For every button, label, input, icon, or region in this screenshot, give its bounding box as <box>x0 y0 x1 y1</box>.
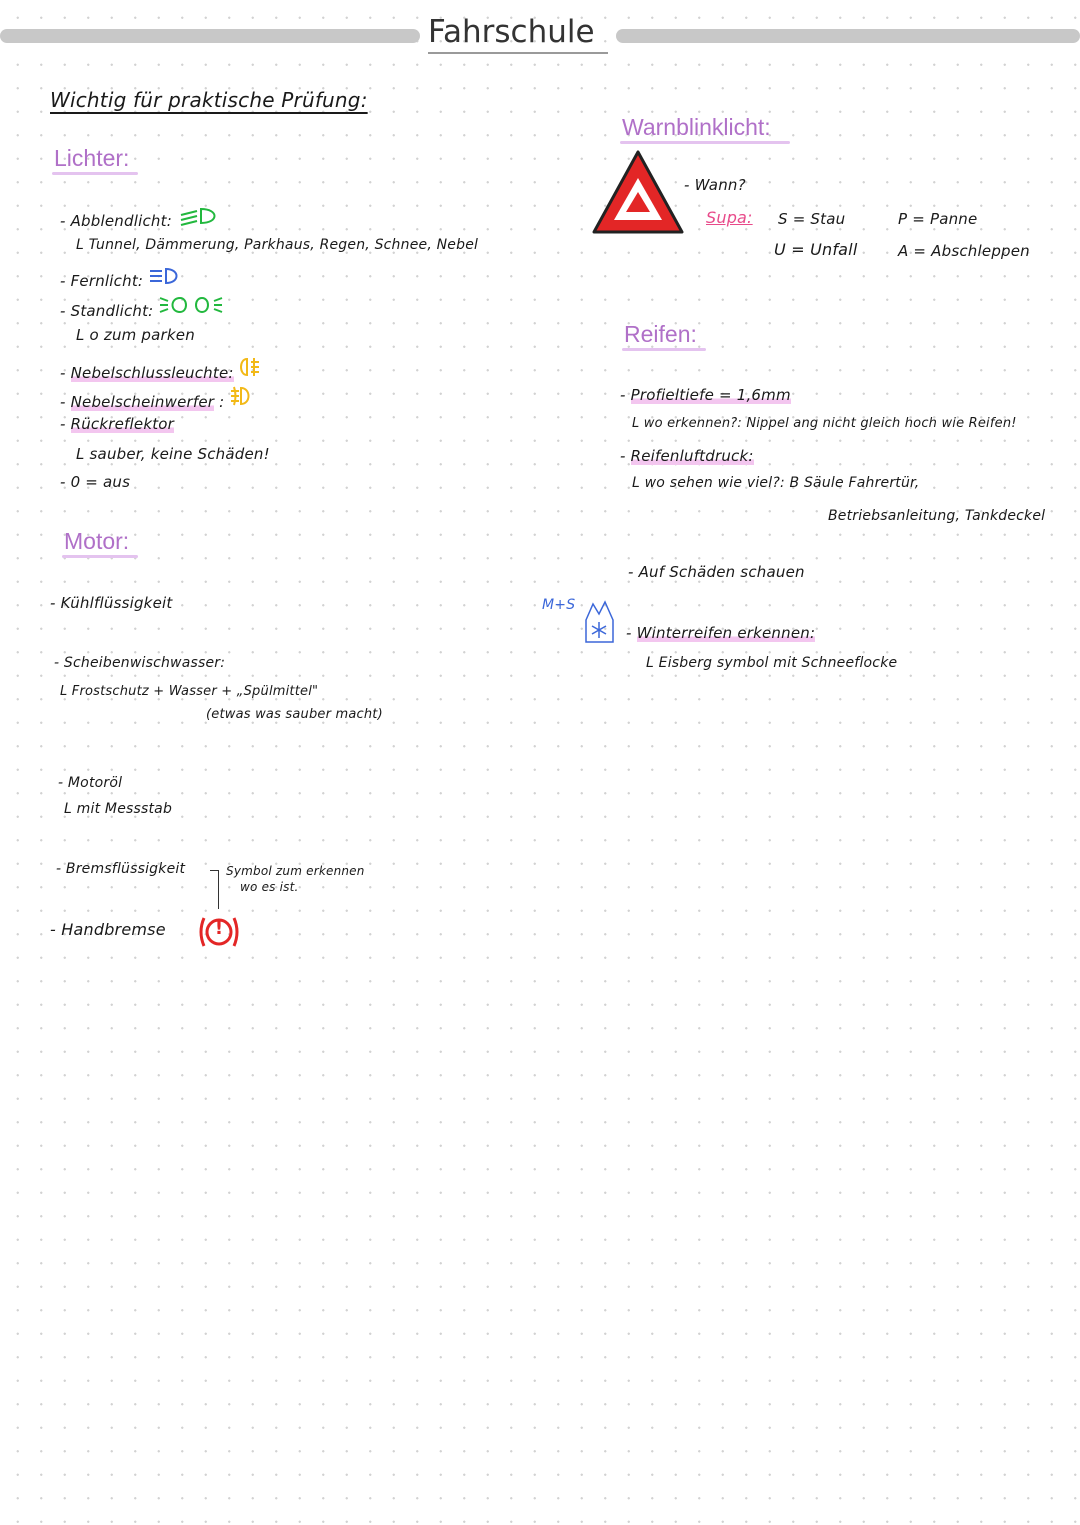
supa-label: Supa: <box>706 208 753 227</box>
hazard-triangle-icon <box>590 148 686 242</box>
top-rule-left <box>0 29 420 43</box>
snowflake-mountain-icon <box>583 596 617 650</box>
parking-light-icon <box>158 294 234 320</box>
list-item: - Profieltiefe = 1,6mm <box>620 386 791 404</box>
section-heading-motor: Motor: <box>64 528 130 554</box>
list-item-note: wo es ist. <box>240 880 299 894</box>
list-item: - Auf Schäden schauen <box>628 563 805 581</box>
handbrake-warning-icon <box>196 912 242 952</box>
list-item-sub: L wo erkennen?: Nippel ang nicht gleich hoch wie Reifen! <box>632 416 1017 431</box>
list-item: - Fernlicht: <box>60 266 182 290</box>
section-underline <box>622 348 706 351</box>
list-item-sub: L Frostschutz + Wasser + „Spülmittel" <box>60 684 319 699</box>
list-item: - 0 = aus <box>60 473 131 491</box>
title-underline <box>428 52 608 54</box>
list-item: - Nebelschlussleuchte: <box>60 356 261 382</box>
list-item-sub: L Eisberg symbol mit Schneeflocke <box>646 655 898 671</box>
list-item: - Handbremse <box>50 920 166 939</box>
list-item-note: (etwas was sauber macht) <box>206 707 383 722</box>
list-item: - Reifenluftdruck: <box>620 447 754 465</box>
warn-u: U = Unfall <box>774 240 858 259</box>
bracket-line <box>210 870 219 909</box>
list-item: - Bremsflüssigkeit <box>56 861 186 877</box>
handbrake-symbol: ! <box>214 918 224 939</box>
page-title: Fahrschule <box>428 14 595 50</box>
page-heading: Wichtig für praktische Prüfung: <box>50 88 368 112</box>
list-item-sub: L wo sehen wie viel?: B Säule Fahrertür, <box>632 475 920 491</box>
list-item: - Winterreifen erkennen: <box>626 624 816 642</box>
warn-p: P = Panne <box>898 210 978 228</box>
list-item: - Standlicht: <box>60 294 234 320</box>
list-item: - Nebelscheinwerfer : <box>60 385 253 411</box>
section-heading-warnblinklicht: Warnblinklicht: <box>622 114 771 140</box>
section-heading-reifen: Reifen: <box>624 321 697 347</box>
list-item: - Scheibenwischwasser: <box>54 655 226 671</box>
low-beam-icon <box>177 206 223 230</box>
list-item: - Kühlflüssigkeit <box>50 594 173 612</box>
list-item: - Motoröl <box>58 775 123 791</box>
section-underline <box>620 141 790 144</box>
section-heading-lichter: Lichter: <box>54 145 130 171</box>
list-item-sub: L o zum parken <box>76 326 195 344</box>
list-item-note: Symbol zum erkennen <box>226 864 365 878</box>
warn-item: - Wann? <box>684 176 746 194</box>
front-fog-light-icon <box>229 385 253 411</box>
warn-s: S = Stau <box>778 210 846 228</box>
list-item-sub: L sauber, keine Schäden! <box>76 445 270 463</box>
list-item-sub: Betriebsanleitung, Tankdeckel <box>828 508 1046 524</box>
list-item-sub: L Tunnel, Dämmerung, Parkhaus, Regen, Schnee, Nebel <box>76 237 479 253</box>
top-rule-right <box>616 29 1080 43</box>
list-item: - Rückreflektor <box>60 415 175 433</box>
section-underline <box>52 172 138 175</box>
warn-a: A = Abschleppen <box>898 242 1030 260</box>
high-beam-icon <box>148 266 182 290</box>
ms-label: M+S <box>542 597 576 613</box>
section-underline <box>62 555 138 558</box>
rear-fog-light-icon <box>239 356 261 382</box>
list-item: - Abblendlicht: <box>60 206 223 230</box>
list-item-sub: L mit Messstab <box>64 801 173 817</box>
